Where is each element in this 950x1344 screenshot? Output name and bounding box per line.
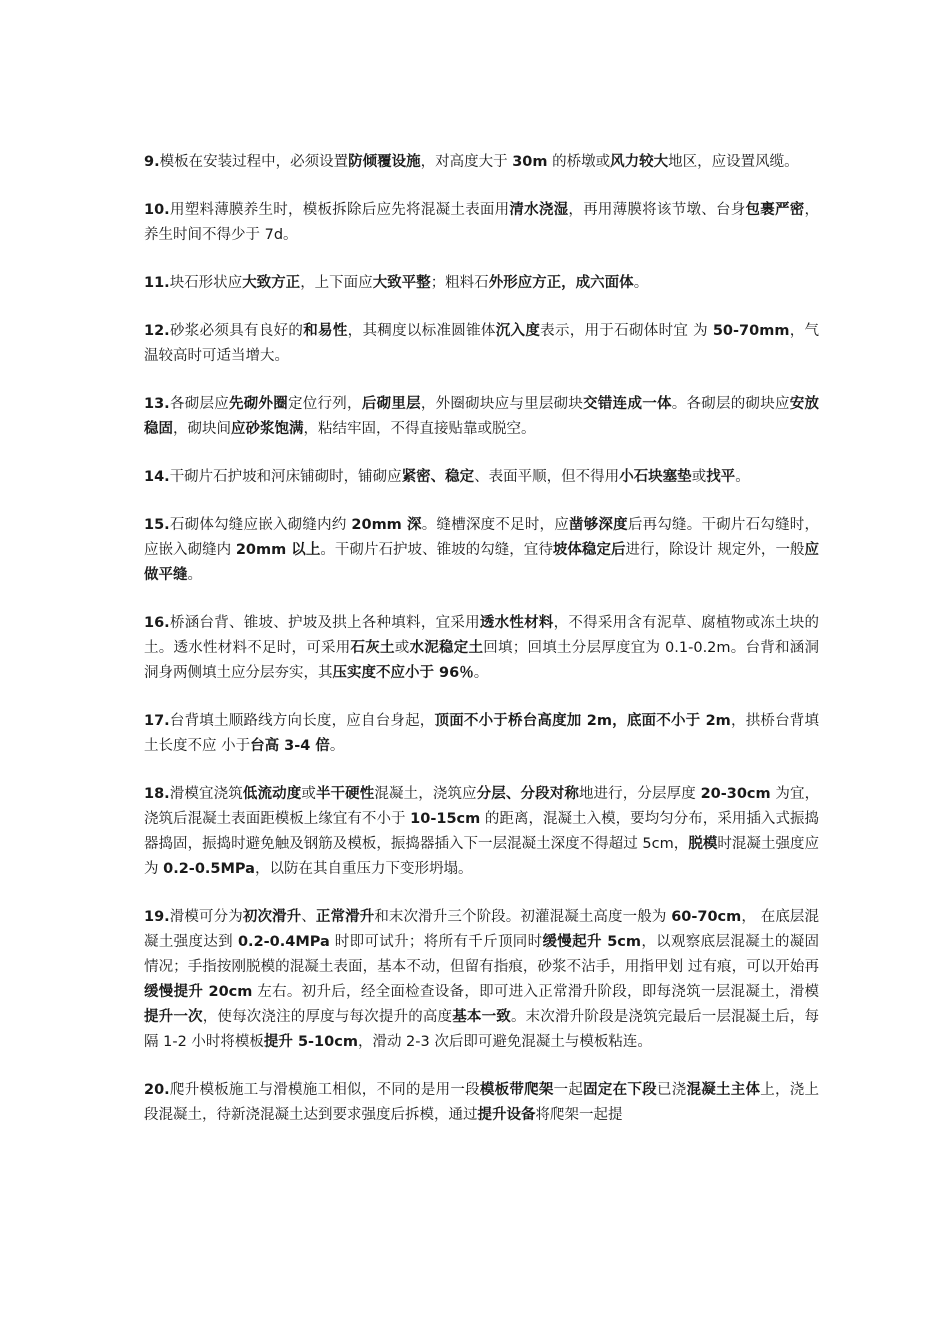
paragraph-p15 xyxy=(144,513,819,588)
bold-text: 外形应方正，成六面体 xyxy=(488,275,634,291)
bold-text: 10-15cm xyxy=(410,811,481,827)
body-text: 时混凝土强度应为 xyxy=(144,836,820,877)
body-text: 。 xyxy=(329,738,345,754)
body-text: 各砌层应 xyxy=(169,396,229,412)
bold-text: 透水性材料 xyxy=(479,615,554,631)
bold-text: 提升 5-10cm xyxy=(263,1034,358,1050)
bold-text: 风力较大 xyxy=(610,154,669,170)
body-text: 的距离，混凝土入模，要均匀分布，采用插入式振捣器捣固，振捣时避免触及钢筋及模板，振捣器插入下一层混凝土深度不得超过 5cm， xyxy=(144,811,820,852)
body-text: ，不得采用含有泥草、腐植物或冻土块的土。透水性材料不足时，可采用 xyxy=(144,615,820,656)
paragraph-p18 xyxy=(144,782,819,882)
bold-text: 20-30cm xyxy=(700,786,771,802)
bold-text: 坡体稳定后 xyxy=(552,542,626,558)
paragraph-p17 xyxy=(144,709,819,759)
bold-text: 17. xyxy=(144,713,170,729)
paragraph-p9 xyxy=(144,150,819,175)
bold-text: 20mm 以上 xyxy=(235,542,321,558)
paragraph-p14 xyxy=(144,465,819,490)
body-text: 石砌体勾缝应嵌入砌缝内约 xyxy=(169,517,352,533)
body-text: ，以观察底层混凝土的凝固情况；手指按刚脱模的混凝土表面，基本不动，但留有指痕，砂浆不沾手，用指甲划 过有痕，可以开始再 xyxy=(144,934,820,975)
body-text: ，外圈砌块应与里层砌块 xyxy=(420,396,584,412)
body-text: 地进行，分层厚度 xyxy=(578,786,701,802)
bold-text: 后砌里层 xyxy=(361,396,421,412)
body-text: 。 xyxy=(473,665,489,681)
bold-text: 11. xyxy=(144,275,170,291)
bold-text: 基本一致 xyxy=(452,1009,511,1025)
body-text: 定位行列， xyxy=(288,396,362,412)
body-text: 。各砌层的砌块应 xyxy=(671,396,790,412)
bold-text: 60-70cm xyxy=(671,909,742,925)
body-text: 进行，除设计 规定外，一般 xyxy=(625,542,805,558)
bold-text: 缓慢起升 5cm xyxy=(542,934,641,950)
bold-text: 模板带爬架 xyxy=(479,1082,554,1098)
bold-text: 水泥稳定土 xyxy=(409,640,484,656)
body-text: 混凝土，浇筑应 xyxy=(374,786,477,802)
bold-text: 提升设备 xyxy=(477,1107,536,1123)
bold-text: 19. xyxy=(144,909,170,925)
body-text: 或 xyxy=(691,469,707,485)
bold-text: 大致平整 xyxy=(372,275,431,291)
body-text: 滑模宜浇筑 xyxy=(169,786,243,802)
body-text: 砂浆必须具有良好的 xyxy=(169,323,304,339)
body-text: 。 xyxy=(187,567,202,583)
body-text: ，粘结牢固，不得直接贴靠或脱空。 xyxy=(303,421,536,437)
body-text: 干砌片石护坡和河床铺砌时，铺砌应 xyxy=(169,469,402,485)
bold-text: 14. xyxy=(144,469,170,485)
bold-text: 清水浇湿 xyxy=(509,202,569,218)
body-text: 和末次滑升三个阶段。初灌混凝土高度一般为 xyxy=(374,909,672,925)
bold-text: 缓慢提升 20cm xyxy=(144,984,253,1000)
bold-text: 包裹严密 xyxy=(745,202,805,218)
body-text: 为宜，浇筑后混凝土表面距模板上缘宜有不小于 xyxy=(144,786,820,827)
body-text: 表示，用于石砌体时宜 为 xyxy=(540,323,713,339)
body-text: ，滑动 2-3 次后即可避免混凝土与模板粘连。 xyxy=(357,1034,652,1050)
bold-text: 交错连成一体 xyxy=(583,396,672,412)
body-text: 桥涵台背、锥坡、护坡及拱上各种填料，宜采用 xyxy=(169,615,480,631)
bold-text: 应砂浆饱满 xyxy=(231,421,304,437)
body-text: 上，浇上段混凝土，待新浇混凝土达到要求强度后拆模，通过 xyxy=(144,1082,820,1123)
body-text: 回填；回填土分层厚度宜为 0.1-0.2m。台背和涵洞洞身两侧填土应分层夯实，其 xyxy=(144,640,820,681)
bold-text: 提升一次 xyxy=(144,1009,203,1025)
body-text: 。 xyxy=(633,275,649,291)
body-text: 爬升模板施工与滑模施工相似，不同的是用一段 xyxy=(169,1082,480,1098)
body-text: 后再勾缝。干砌片石勾缝时，应嵌入砌缝内 xyxy=(144,517,820,558)
bold-text: 正常滑升 xyxy=(315,909,375,925)
bold-text: 16. xyxy=(144,615,170,631)
body-text: ，拱桥台背填土长度不应 小于 xyxy=(144,713,819,754)
body-text: 已浇 xyxy=(656,1082,687,1098)
bold-text: 和易性 xyxy=(303,323,348,339)
document-body xyxy=(144,150,819,1151)
body-text: 。干砌片石护坡、锥坡的勾缝，宜待 xyxy=(320,542,553,558)
body-text: ；粗料石 xyxy=(430,275,489,291)
bold-text: 台高 3-4 倍 xyxy=(250,738,330,754)
bold-text: 压实度不应小于 96％ xyxy=(332,665,474,681)
bold-text: 脱模 xyxy=(688,836,718,852)
bold-text: 石灰土 xyxy=(350,640,395,656)
bold-text: 50-70mm xyxy=(712,323,790,339)
bold-text: 低流动度 xyxy=(242,786,302,802)
bold-text: 20mm 深 xyxy=(351,517,422,533)
body-text: ，上下面应 xyxy=(300,275,373,291)
bold-text: 沉入度 xyxy=(495,323,541,339)
bold-text: 0.2-0.5MPa xyxy=(163,861,255,877)
body-text: 。缝槽深度不足时，应 xyxy=(421,517,569,533)
bold-text: 小石块塞垫 xyxy=(619,469,692,485)
paragraph-p13 xyxy=(144,392,819,442)
body-text: 或 xyxy=(301,786,316,802)
body-text: ，对高度大于 xyxy=(420,154,513,170)
bold-text: 初次滑升 xyxy=(242,909,302,925)
body-text: ，养生时间不得少于 7d。 xyxy=(144,202,820,243)
paragraph-p16 xyxy=(144,611,819,686)
body-text: 块石形状应 xyxy=(169,275,243,291)
body-text: 。末次滑升阶段是浇筑完最后一层混凝土后，每隔 1-2 小时将模板 xyxy=(144,1009,820,1050)
bold-text: 找平 xyxy=(706,469,736,485)
body-text: ，再用薄膜将该节墩、台身 xyxy=(568,202,746,218)
bold-text: 20. xyxy=(144,1082,170,1098)
paragraph-p12 xyxy=(144,319,819,369)
body-text: ，使每次浇注的厚度与每次提升的高度 xyxy=(202,1009,453,1025)
bold-text: 顶面不小于桥台高度加 2m，底面不小于 2m xyxy=(434,713,731,729)
bold-text: 大致方正 xyxy=(242,275,301,291)
bold-text: 半干硬性 xyxy=(315,786,375,802)
body-text: 模板在安装过程中，必须设置 xyxy=(159,154,349,170)
body-text: ，其稠度以标准圆锥体 xyxy=(347,323,496,339)
bold-text: 9. xyxy=(144,154,160,170)
paragraph-p20 xyxy=(144,1078,819,1128)
bold-text: 安放稳固 xyxy=(144,396,820,437)
body-text: 的桥墩或 xyxy=(547,154,611,170)
paragraph-p19 xyxy=(144,905,819,1055)
body-text: 或 xyxy=(394,640,410,656)
bold-text: 分层、分段对称 xyxy=(476,786,579,802)
body-text: ，气温较高时可适当增大。 xyxy=(144,323,820,364)
body-text: 左右。初升后，经全面检查设备，即可进入正常滑升阶段，即每浇筑一层混凝土，滑模 xyxy=(252,984,820,1000)
paragraph-p11 xyxy=(144,271,819,296)
body-text: 地区，应设置风缆。 xyxy=(668,154,799,170)
bold-text: 10. xyxy=(144,202,170,218)
bold-text: 13. xyxy=(144,396,170,412)
body-text: ， 在底层混凝土强度达到 xyxy=(144,909,820,950)
body-text: 将爬架一起提 xyxy=(535,1107,623,1123)
bold-text: 防倾覆设施 xyxy=(348,154,421,170)
body-text: ，以防在其自重压力下变形坍塌。 xyxy=(254,861,473,877)
bold-text: 18. xyxy=(144,786,170,802)
bold-text: 应做平缝 xyxy=(144,542,820,583)
bold-text: 混凝土主体 xyxy=(686,1082,761,1098)
body-text: ，砌块间 xyxy=(173,421,231,437)
bold-text: 固定在下段 xyxy=(583,1082,657,1098)
bold-text: 紧密、稳定 xyxy=(401,469,475,485)
body-text: 滑模可分为 xyxy=(169,909,243,925)
bold-text: 凿够深度 xyxy=(568,517,628,533)
body-text: 、 xyxy=(301,909,316,925)
bold-text: 先砌外圈 xyxy=(228,396,289,412)
paragraph-p10 xyxy=(144,198,819,248)
bold-text: 30m xyxy=(512,154,548,170)
body-text: 用塑料薄膜养生时，模板拆除后应先将混凝土表面用 xyxy=(169,202,510,218)
body-text: 、表面平顺，但不得用 xyxy=(474,469,620,485)
body-text: 时即可试升；将所有千斤顶同时 xyxy=(329,934,543,950)
bold-text: 15. xyxy=(144,517,170,533)
body-text: 一起 xyxy=(553,1082,584,1098)
body-text: 。 xyxy=(735,469,750,485)
body-text: 台背填土顺路线方向长度，应自台身起， xyxy=(169,713,435,729)
bold-text: 0.2-0.4MPa xyxy=(237,934,330,950)
bold-text: 12. xyxy=(144,323,170,339)
